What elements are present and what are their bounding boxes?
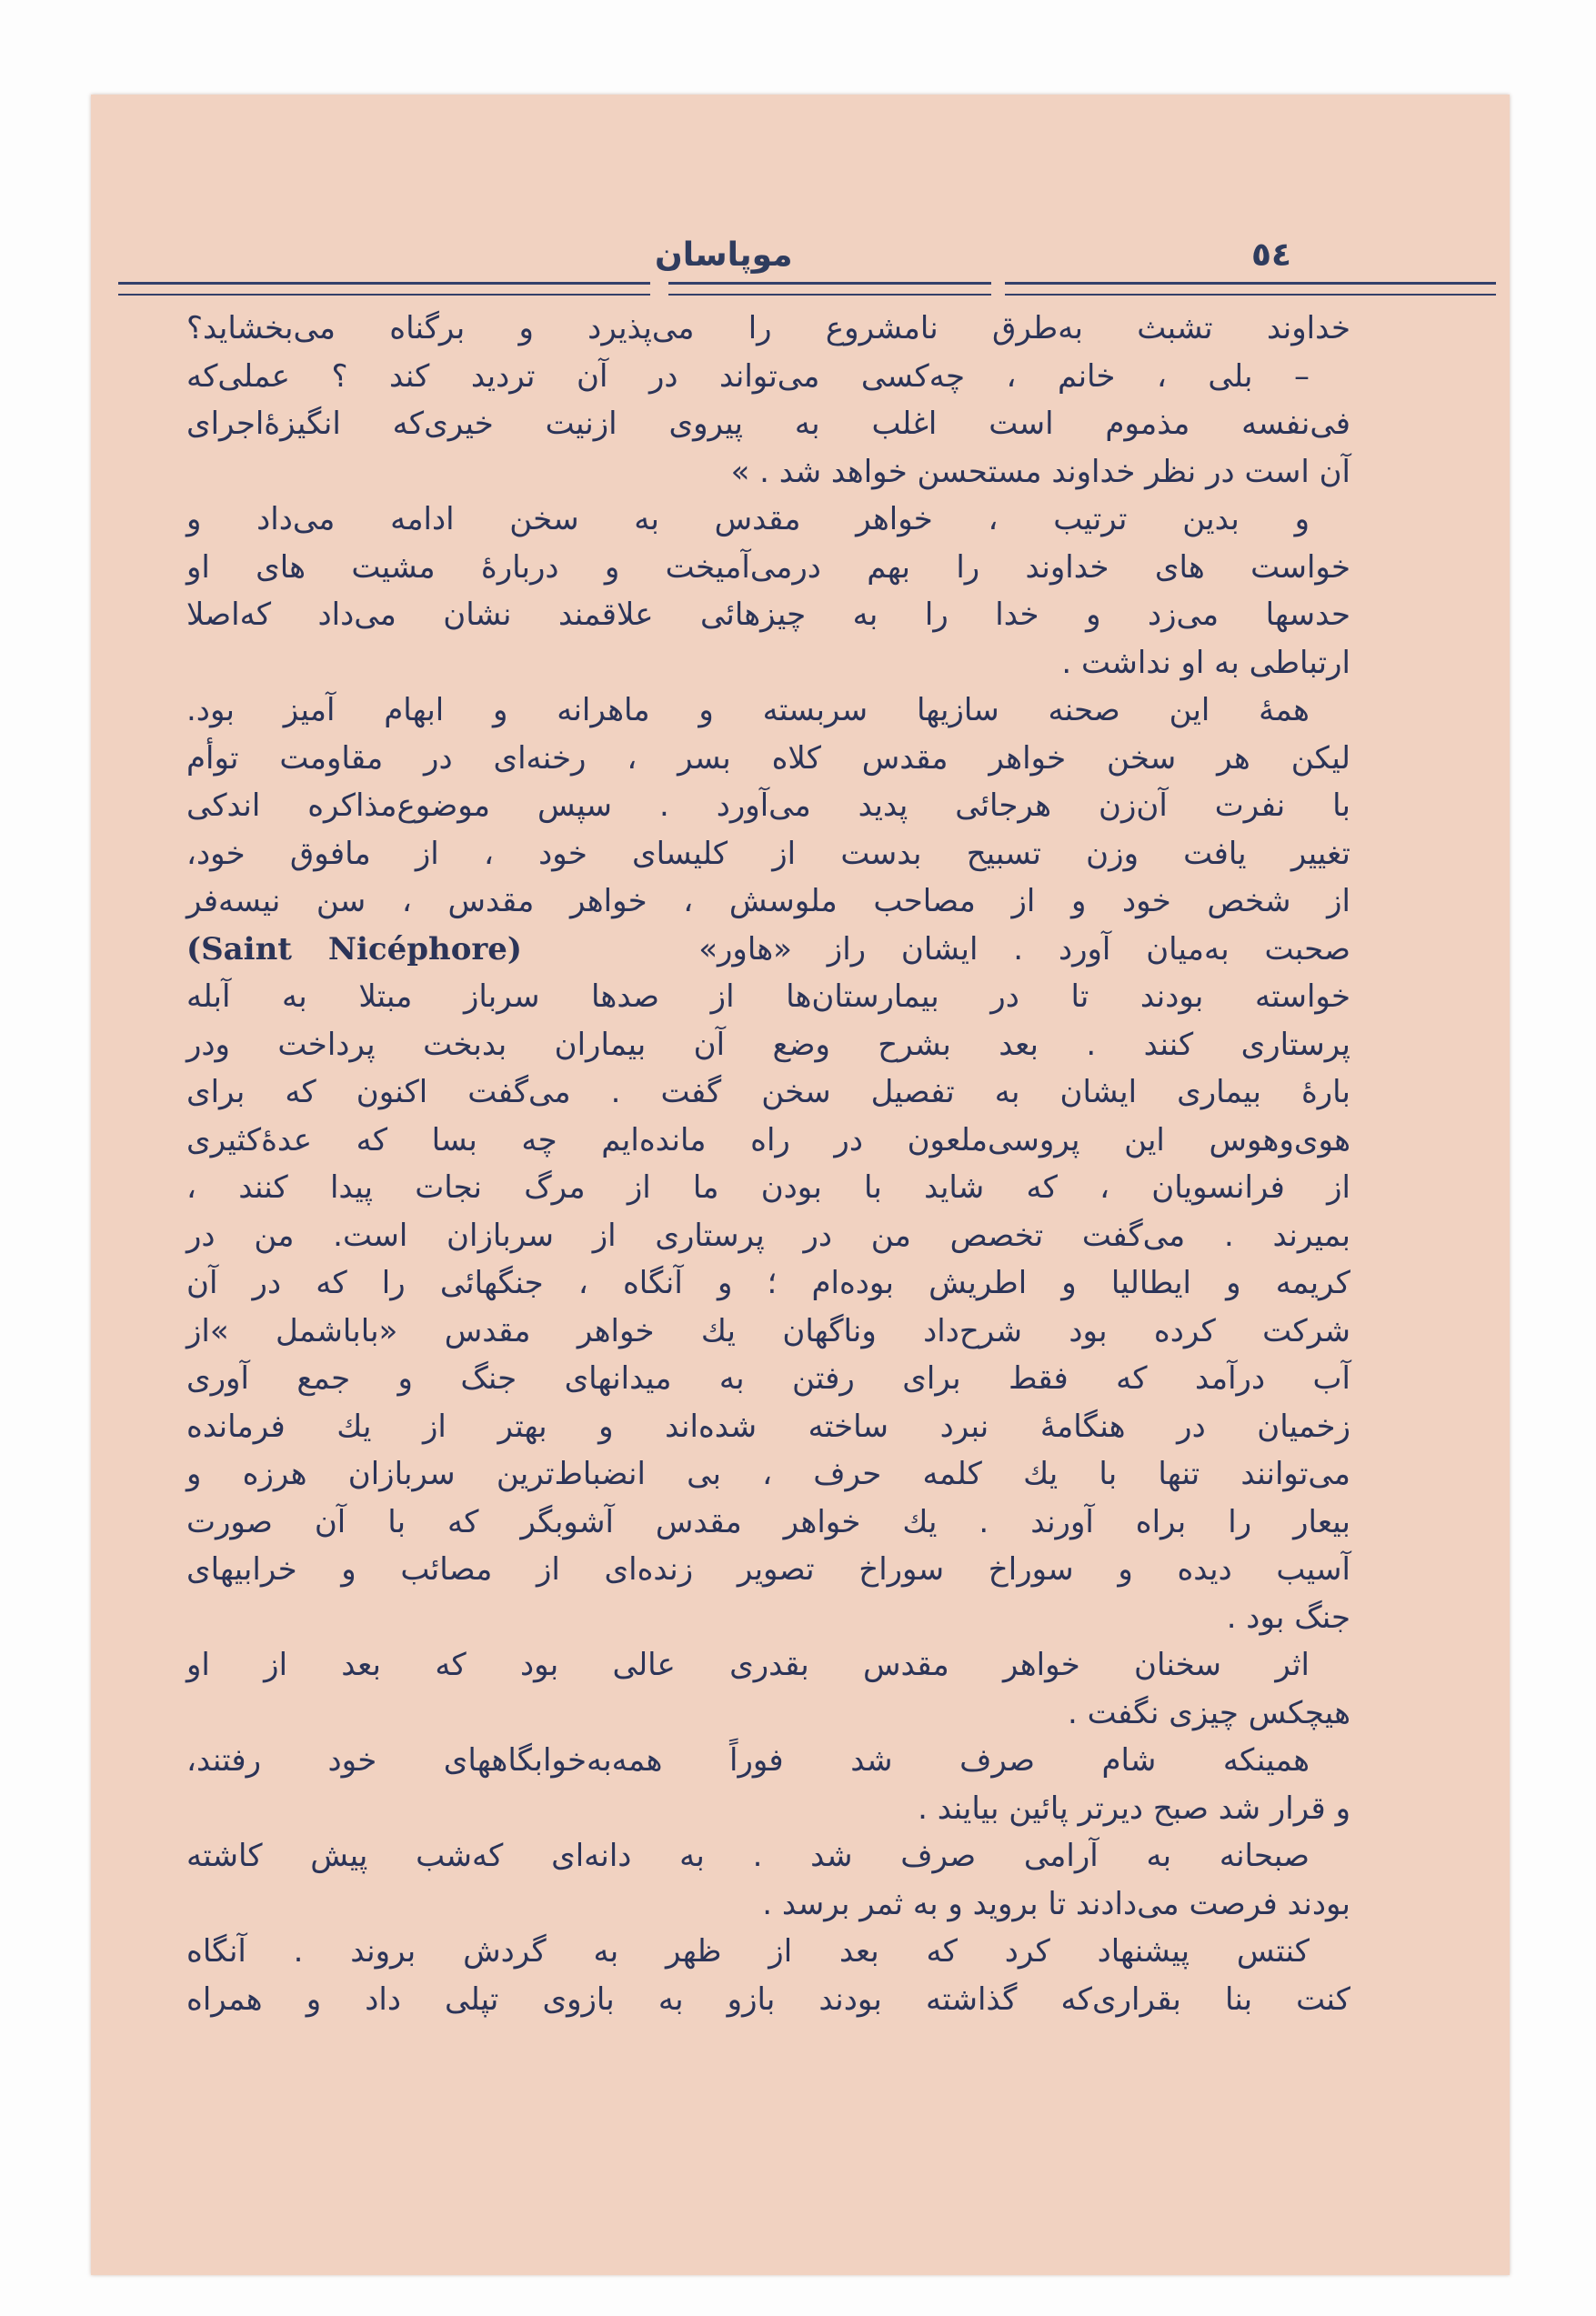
running-title: موپاسان: [655, 236, 793, 274]
text-line: هیچکس چیزی نگفت .: [1068, 1694, 1350, 1731]
page-header: [118, 145, 1291, 274]
text-line: جنگ بود .: [1226, 1599, 1350, 1636]
text-line: زخمیان در هنگامهٔ نبرد ساخته شده‌اند و بهتر از یك فرمانده: [186, 1408, 1350, 1445]
text-line: از فرانسویان ، که شاید با بودن ما از مرگ نجات پیدا کنند ،: [186, 1169, 1350, 1206]
page-number: ٥٤: [1251, 236, 1291, 274]
text-line: از شخص خود و از مصاحب ملوسش ، خواهر مقدس ، سن نیسه‌فر: [186, 883, 1350, 919]
text-line: – بلی ، خانم ، چه‌کسی می‌تواند در آن تردید کند ؟ عملی‌که: [186, 357, 1310, 395]
text-line: هوی‌وهوس این پروسی‌ملعون در راه مانده‌ایم چه بسا که عدهٔ‌کثیری: [186, 1121, 1350, 1158]
header-rule: [118, 282, 650, 296]
text-line: خواسته بودند تا در بیمارستان‌ها از صدها سرباز مبتلا به آبله: [186, 978, 1350, 1015]
text-line: آب درآمد که فقط برای رفتن به میدانهای جنگ و جمع آوری: [186, 1360, 1350, 1397]
text-line: پرستاری کنند . بعد بشرح وضع آن بیماران بدبخت پرداخت ودر: [186, 1026, 1350, 1063]
text-line: کریمه و ایطالیا و اطریش بوده‌ام ؛ و آنگاه ، جنگهائی را که در آن: [186, 1265, 1350, 1301]
text-line: بارهٔ بیماری ایشان به تفصیل سخن گفت . می‌گفت اکنون که برای: [186, 1074, 1350, 1110]
text-line: بیعار را براه آورند . یك خواهر مقدس آشوبگر که با آن صورت: [186, 1503, 1350, 1540]
text-line: همینکه شام صرف شد فوراً همه‌به‌خوابگاههای خود رفتند،: [186, 1742, 1310, 1779]
text-line: آن است در نظر خداوند مستحسن خواهد شد . »: [730, 453, 1350, 490]
text-line: اثر سخنان خواهر مقدس بقدری عالی بود که بعد از او: [186, 1647, 1310, 1683]
text-segment: صحبت به‌میان آورد . ایشان راز «هاور»: [698, 930, 1350, 968]
text-line: کنتس پیشنهاد کرد که بعد از ظهر به گردش بروند . آنگاه: [186, 1933, 1310, 1970]
text-line: می‌توانند تنها با یك کلمه حرف ، بی انضباط‌ترین سربازان هرزه و: [186, 1456, 1350, 1492]
text-line: خواست های خداوند را بهم درمی‌آمیخت و دربارهٔ مشیت های او: [186, 548, 1350, 586]
text-line: صبحانه به آرامی صرف شد . به دانه‌ای که‌شب پیش کاشته: [186, 1838, 1310, 1874]
text-line: آسیب دیده و سوراخ سوراخ تصویر زنده‌ای از مصائب و خرابیهای: [186, 1551, 1350, 1588]
text-line: و بدین ترتیب ، خواهر مقدس به سخن ادامه می‌داد و: [186, 501, 1310, 537]
text-line: با نفرت آن‌زن هرجائی پدید می‌آورد . سپس موضوع‌مذاکره اندکی: [186, 787, 1350, 824]
text-line: لیکن هر سخن خواهر مقدس کلاه بسر ، رخنه‌ای در مقاومت توأم: [186, 739, 1350, 777]
text-line: حدسها می‌زد و خدا را به چیزهائی علاقمند نشان می‌داد که‌اصلا: [186, 597, 1350, 633]
text-line: تغییر یافت وزن تسبیح بدست از کلیسای خود ، از مافوق خود،: [186, 835, 1350, 872]
text-line: همهٔ این صحنه سازیها سربسته و ماهرانه و ابهام آمیز بود.: [186, 692, 1310, 728]
text-line: فی‌نفسه مذموم است اغلب به پیروی ازنیت خیری‌که انگیزهٔ‌اجرای: [186, 406, 1350, 442]
text-line: بودند فرصت می‌دادند تا بروید و به ثمر برسد .: [762, 1885, 1350, 1922]
text-line: شرکت کرده بود شرح‌داد وناگهان یك خواهر مقدس «باباشمل »از: [186, 1312, 1350, 1349]
text-line: خداوند تشبث به‌طرق نامشروع را می‌پذیرد و برگناه می‌بخشاید؟: [186, 310, 1350, 346]
text-line-with-latin: [186, 926, 1350, 974]
body-text: [186, 305, 1350, 2023]
text-line: ارتباطی به او نداشت .: [1061, 644, 1350, 681]
header-rule: [1005, 282, 1496, 296]
header-rule: [668, 282, 991, 296]
text-line: بمیرند . می‌گفت تخصص من در پرستاری از سربازان است. من در: [186, 1217, 1350, 1254]
text-line: و قرار شد صبح دیرتر پائین بیایند .: [918, 1790, 1350, 1827]
text-line: کنت بنا بقراری‌که گذاشته بودند بازو به بازوی تپلی داد و همراه: [186, 1980, 1350, 2018]
latin-name: (Saint Nicéphore): [186, 930, 523, 968]
